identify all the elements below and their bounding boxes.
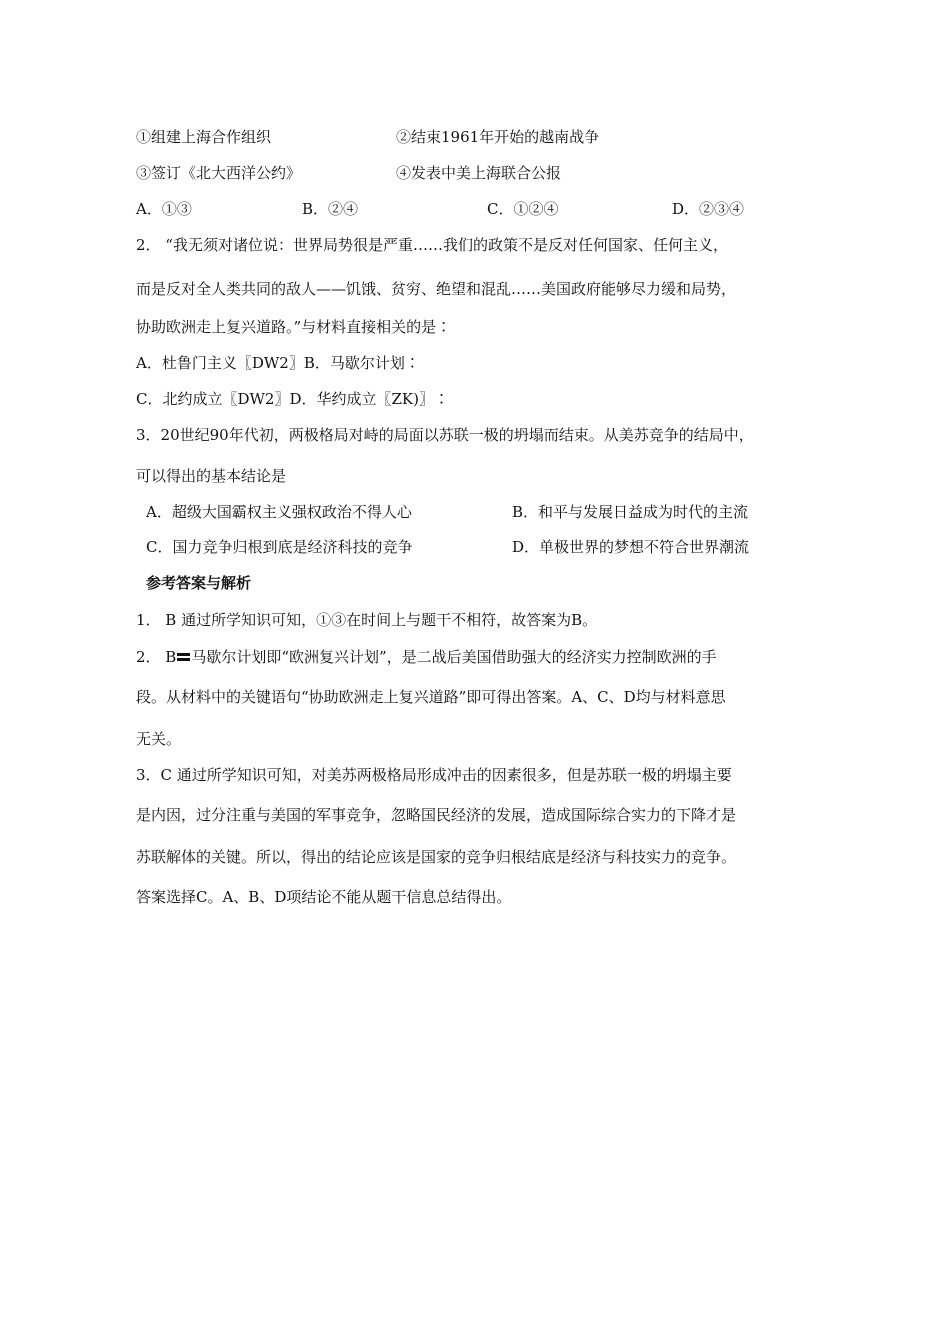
q1-item-4: ④发表中美上海联合公报 — [396, 164, 562, 182]
answers-heading: 参考答案与解析 — [146, 574, 252, 592]
q1-choice-c: C．①②④ — [487, 200, 559, 218]
q3-choice-a: A．超级大国霸权主义强权政治不得人心 — [146, 503, 412, 521]
answer-2-prefix: 2． B — [136, 648, 177, 666]
q3-choice-b: B．和平与发展日益成为时代的主流 — [512, 503, 749, 521]
q3-choice-d: D．单极世界的梦想不符合世界潮流 — [512, 538, 750, 556]
q3-stem-line-2: 可以得出的基本结论是 — [136, 467, 287, 485]
q3-choice-c: C．国力竞争归根到底是经济科技的竞争 — [146, 538, 413, 556]
q1-item-3: ③签订《北大西洋公约》 — [136, 164, 302, 182]
q2-stem-line-1: 2． “我无须对诸位说：世界局势很是严重……我们的政策不是反对任何国家、任何主义， — [136, 236, 728, 254]
q1-item-2: ②结束1961年开始的越南战争 — [396, 128, 600, 146]
q1-item-1: ①组建上海合作组织 — [136, 128, 272, 146]
q1-choice-b: B．②④ — [302, 200, 359, 218]
answer-3-line-2: 是内因，过分注重与美国的军事竞争，忽略国民经济的发展，造成国际综合实力的下降才是 — [136, 806, 737, 824]
q2-choices-ab: A．杜鲁门主义〖DW2〗B．马歇尔计划∶ — [136, 354, 420, 372]
answer-2-line-1-text: 马歇尔计划即“欧洲复兴计划”，是二战后美国借助强大的经济实力控制欧洲的手 — [191, 648, 717, 666]
answer-2-line-2: 段。从材料中的关键语句“协助欧洲走上复兴道路”即可得出答案。A、C、D均与材料意思 — [136, 688, 726, 706]
answer-3-line-1: 3．C 通过所学知识可知，对美苏两极格局形成冲击的因素很多，但是苏联一极的坍塌主要 — [136, 766, 732, 784]
answer-3-line-4: 答案选择C。A、B、D项结论不能从题干信息总结得出。 — [136, 888, 512, 906]
answer-2-line-3: 无关。 — [136, 730, 182, 748]
q2-choices-cd: C．北约成立〖DW2〗D．华约成立〖ZK)〗∶ — [136, 390, 449, 408]
answer-1: 1． B 通过所学知识可知，①③在时间上与题干不相符，故答案为B。 — [136, 611, 598, 629]
q1-choice-d: D．②③④ — [672, 200, 745, 218]
answer-3-line-3: 苏联解体的关键。所以，得出的结论应该是国家的竞争归根结底是经济与科技实力的竞争。 — [136, 848, 737, 866]
q2-stem-line-3: 协助欧洲走上复兴道路。”与材料直接相关的是∶ — [136, 318, 452, 336]
q2-stem-line-2: 而是反对全人类共同的敌人——饥饿、贫穷、绝望和混乱……美国政府能够尽力缓和局势， — [136, 280, 737, 298]
equals-mark-icon — [177, 651, 190, 663]
answer-2-line-1 — [136, 647, 717, 667]
q1-choice-a: A．①③ — [136, 200, 192, 218]
q3-stem-line-1: 3．20世纪90年代初，两极格局对峙的局面以苏联一极的坍塌而结束。从美苏竞争的结局中， — [136, 426, 754, 444]
